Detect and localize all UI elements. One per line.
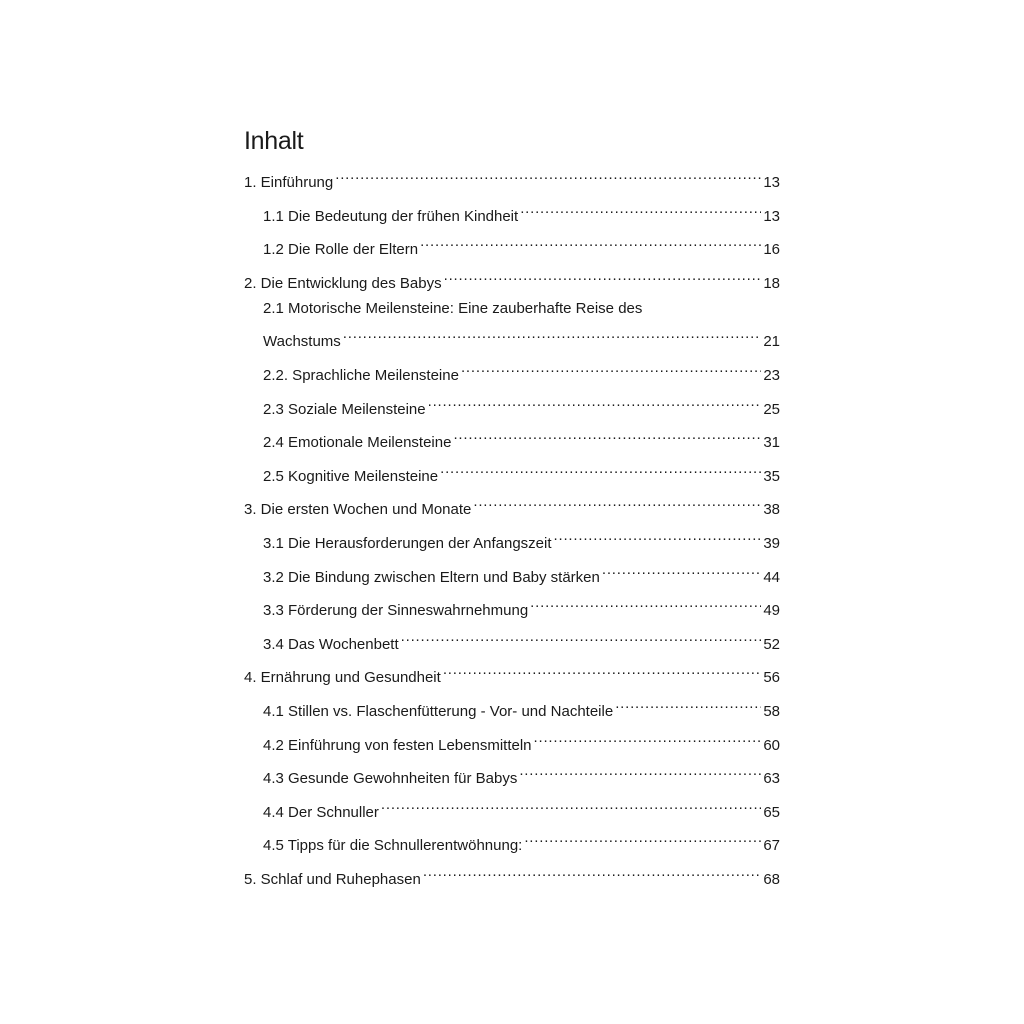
toc-entry <box>244 389 780 418</box>
dot-leader <box>554 523 762 548</box>
toc-entry-text: 4.1 Stillen vs. Flaschenfütterung - Vor- und Nachteile <box>263 702 614 720</box>
toc-entry-text: 3.2 Die Bindung zwischen Eltern und Baby stärken <box>263 568 600 586</box>
toc-entry-text: 1.2 Die Rolle der Eltern <box>263 241 419 259</box>
toc-entry <box>244 758 780 788</box>
toc-entry <box>244 725 780 754</box>
toc-entry-page: 60 <box>763 736 780 754</box>
toc-entry-text-line2: Wachstums <box>263 333 341 351</box>
dot-leader <box>453 422 761 447</box>
toc-entry-page: 39 <box>763 534 780 552</box>
toc-entry-text: 4.2 Einführung von festen Lebensmitteln <box>263 736 532 754</box>
dot-leader <box>534 725 762 750</box>
dot-leader <box>428 389 762 414</box>
dot-leader <box>520 196 761 221</box>
toc-entry <box>244 691 780 720</box>
toc-entry-text: 3.3 Förderung der Sinneswahrnehmung <box>263 602 529 620</box>
toc-entries <box>244 162 780 888</box>
table-of-contents <box>244 124 780 892</box>
toc-entry-page: 67 <box>763 837 780 855</box>
toc-entry-text: 4.3 Gesunde Gewohnheiten für Babys <box>263 770 518 788</box>
toc-entry-text: 2.5 Kognitive Meilensteine <box>263 467 439 485</box>
toc-entry-text: 1.1 Die Bedeutung der frühen Kindheit <box>263 207 519 225</box>
toc-entry-text: 3.1 Die Herausforderungen der Anfangszeit <box>263 534 552 552</box>
toc-entry-text: 2.4 Emotionale Meilensteine <box>263 434 452 452</box>
toc-entry-text: 4. Ernährung und Gesundheit <box>244 669 441 687</box>
toc-entry <box>244 229 780 259</box>
toc-entry <box>244 263 780 292</box>
toc-entry-page: 13 <box>763 207 780 225</box>
toc-entry-text: 2. Die Entwicklung des Babys <box>244 274 442 292</box>
toc-entry-page: 18 <box>763 274 780 292</box>
dot-leader <box>343 321 762 346</box>
dot-leader <box>444 263 762 288</box>
toc-entry-text-line1: 2.1 Motorische Meilensteine: Eine zauberhafte Reise des <box>263 300 643 318</box>
toc-entry <box>244 456 780 485</box>
toc-entry-page: 44 <box>763 568 780 586</box>
dot-leader <box>335 162 761 187</box>
dot-leader <box>615 691 761 716</box>
toc-entry-text: 1. Einführung <box>244 174 334 191</box>
toc-entry <box>244 489 780 519</box>
toc-entry-page: 68 <box>763 870 780 888</box>
toc-entry <box>244 296 780 351</box>
toc-entry-text: 4.5 Tipps für die Schnullerentwöhnung: <box>263 837 523 855</box>
toc-entry-page: 25 <box>763 400 780 418</box>
toc-entry <box>244 657 780 687</box>
toc-entry-page: 38 <box>763 501 780 519</box>
toc-entry-page: 52 <box>763 635 780 653</box>
toc-entry-page: 49 <box>763 602 780 620</box>
toc-entry <box>244 355 780 384</box>
toc-entry-page: 65 <box>763 803 780 821</box>
dot-leader <box>381 792 761 817</box>
toc-title: Inhalt <box>244 127 304 155</box>
toc-entry-page: 63 <box>763 770 780 788</box>
toc-entry-page: 58 <box>763 702 780 720</box>
toc-entry-text: 3.4 Das Wochenbett <box>263 635 399 653</box>
toc-entry-text: 4.4 Der Schnuller <box>263 803 379 821</box>
toc-entry-text: 2.3 Soziale Meilensteine <box>263 400 426 418</box>
toc-entry-text: 5. Schlaf und Ruhephasen <box>244 870 421 888</box>
toc-entry-page: 23 <box>763 366 780 384</box>
toc-entry-page: 16 <box>763 241 780 259</box>
toc-entry <box>244 624 780 653</box>
toc-entry <box>244 196 780 225</box>
toc-entry-page: 31 <box>763 434 780 452</box>
dot-leader <box>420 229 761 254</box>
toc-entry-text: 2.2. Sprachliche Meilensteine <box>263 366 459 384</box>
dot-leader <box>440 456 761 481</box>
toc-entry-line2 <box>263 321 780 351</box>
toc-entry-page: 56 <box>763 669 780 687</box>
toc-entry-page: 13 <box>763 174 780 191</box>
dot-leader <box>602 557 761 582</box>
toc-entry <box>244 859 780 888</box>
dot-leader <box>530 590 761 615</box>
toc-entry <box>244 422 780 452</box>
toc-entry <box>244 162 780 191</box>
toc-entry <box>244 792 780 821</box>
dot-leader <box>461 355 761 380</box>
dot-leader <box>519 758 761 783</box>
dot-leader <box>473 489 761 514</box>
dot-leader <box>423 859 762 884</box>
toc-entry <box>244 825 780 855</box>
dot-leader <box>443 657 762 682</box>
toc-entry <box>244 557 780 586</box>
toc-entry-text: 3. Die ersten Wochen und Monate <box>244 501 472 519</box>
toc-entry-page: 21 <box>763 333 780 351</box>
toc-entry <box>244 590 780 620</box>
toc-entry <box>244 523 780 552</box>
dot-leader <box>524 825 761 850</box>
toc-entry-page: 35 <box>763 467 780 485</box>
dot-leader <box>401 624 762 649</box>
